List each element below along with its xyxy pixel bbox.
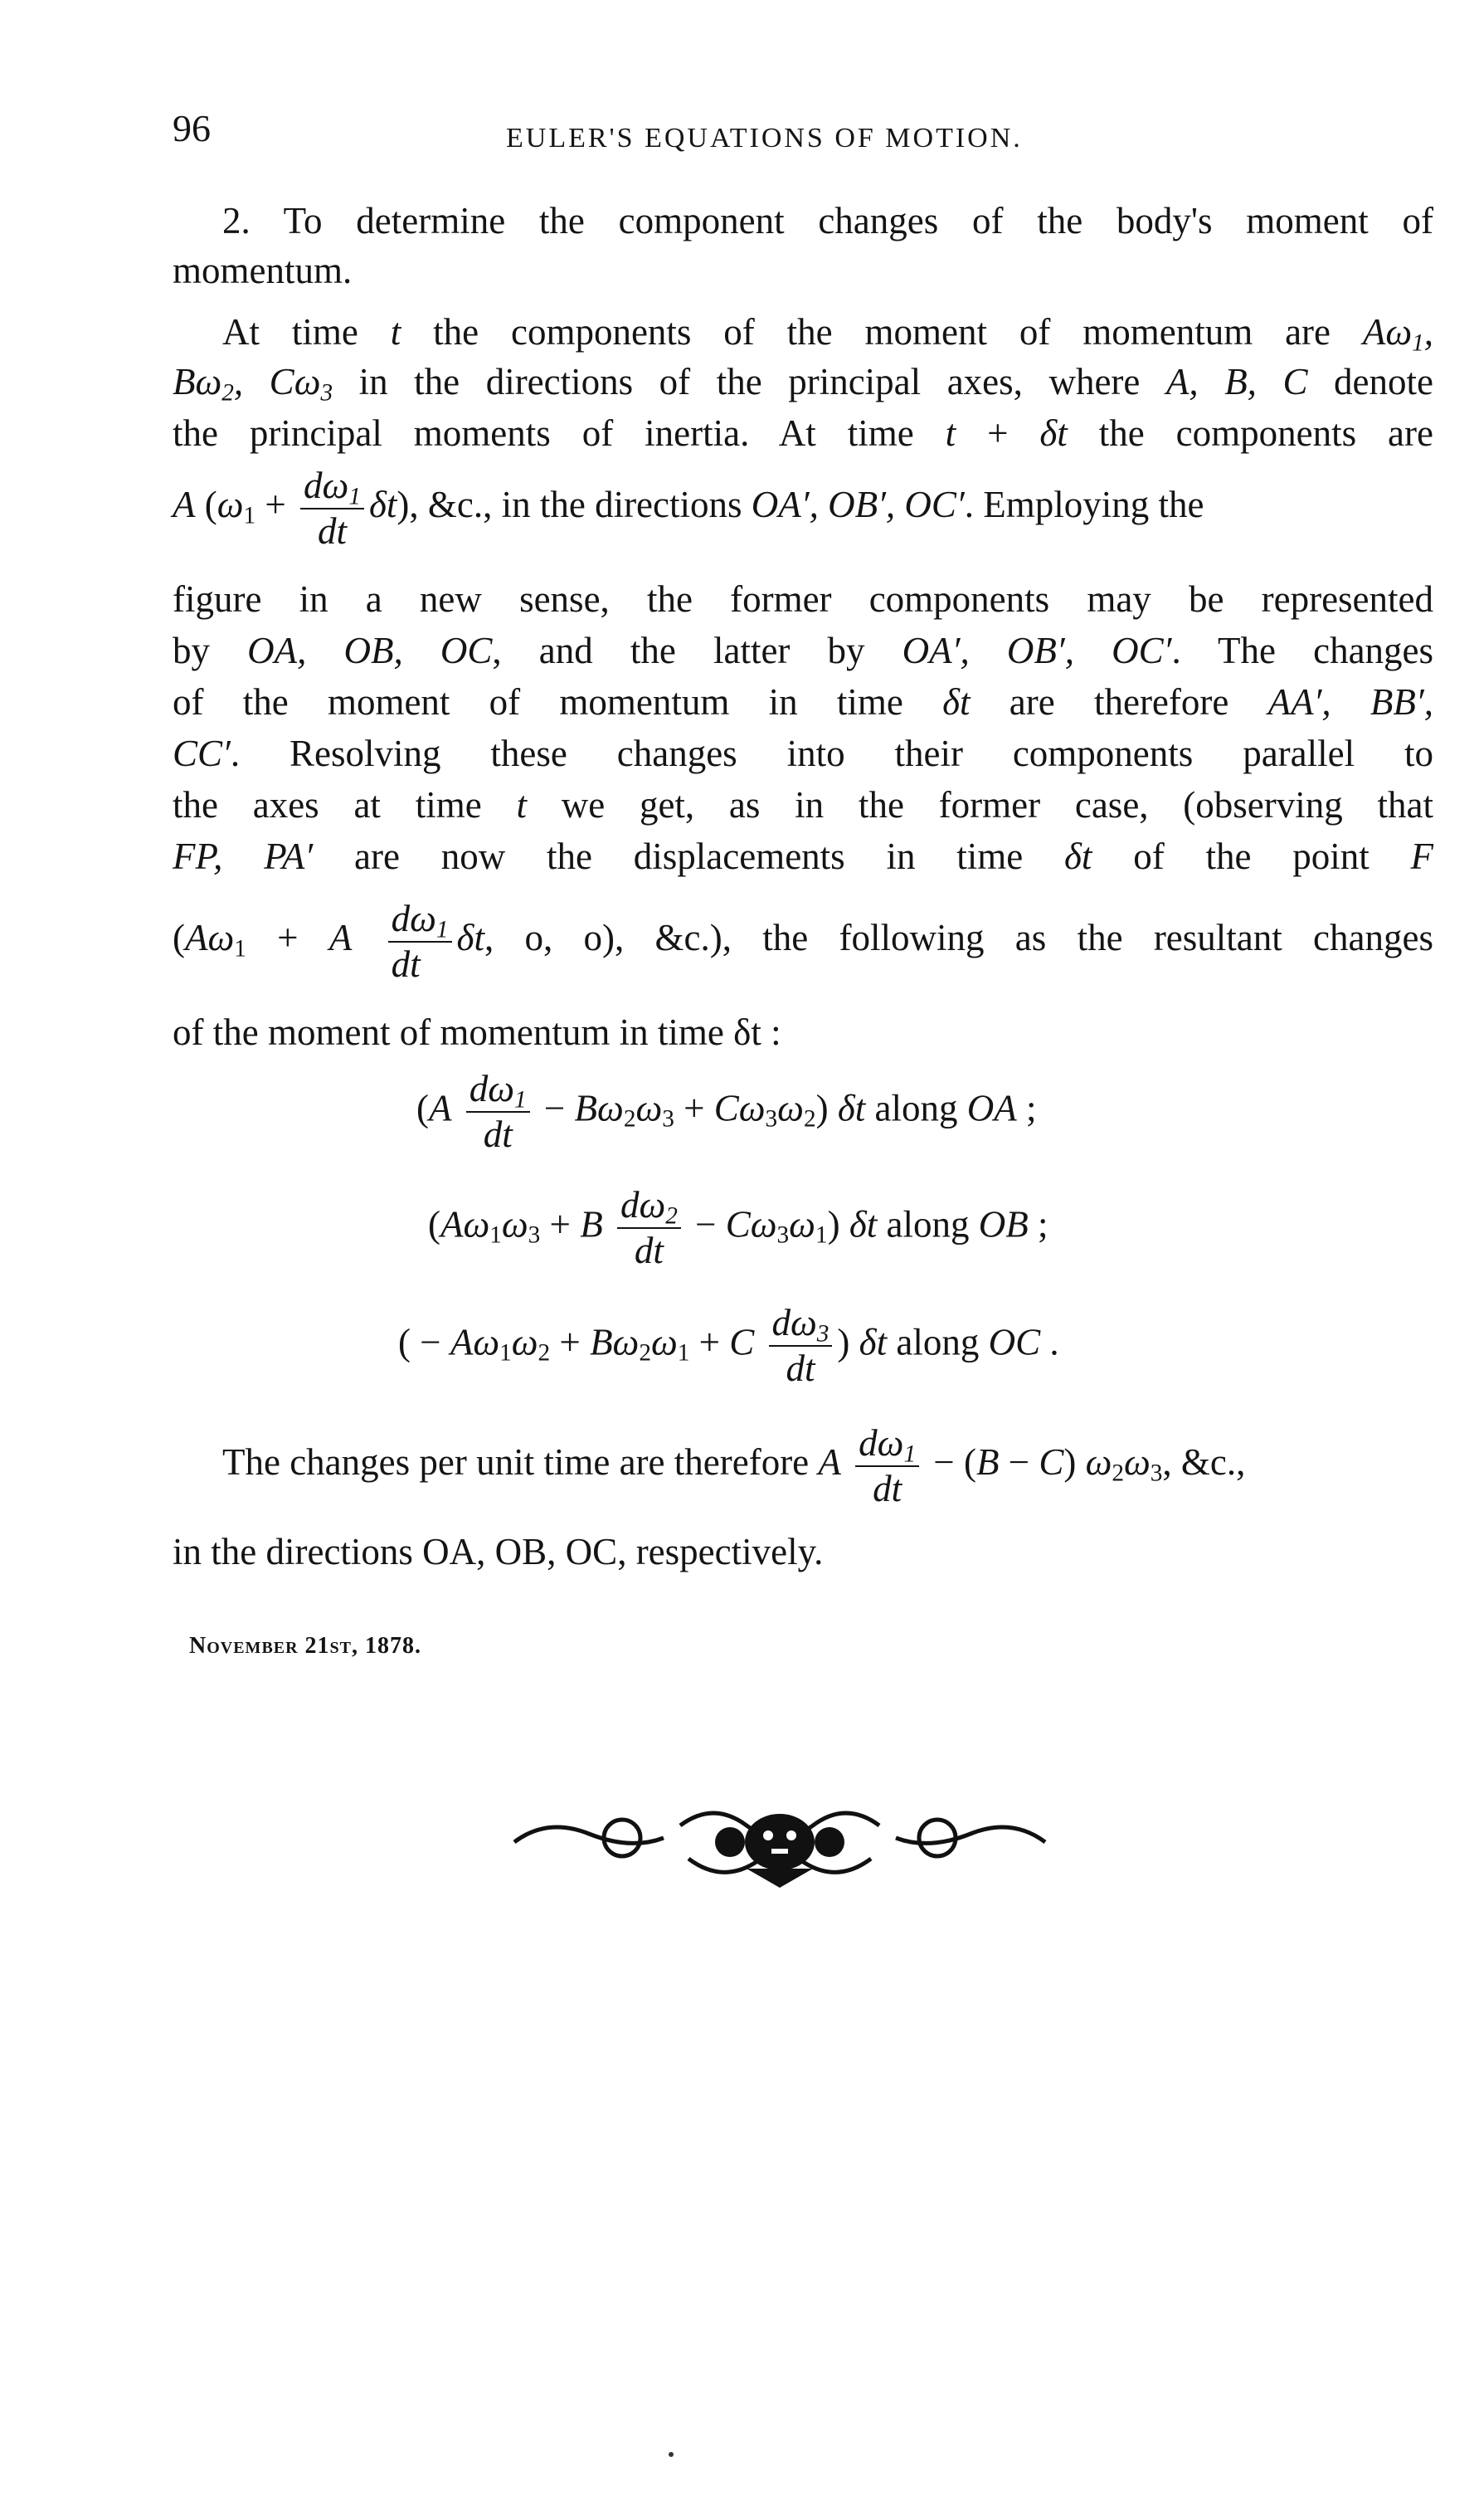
equation-oa: (A $\frac{d\omega_1}{dt}$ − $B\omega_2\omega_3 + C\omega_3\omega_2$) δt along OA ; [416, 1068, 1037, 1155]
equation-ob: ($A\omega_1\omega_3 + B$ $\frac{d\omega_2}{dt}$ − $C\omega_3\omega_1$) δt along OB ; [428, 1184, 1048, 1271]
paragraph-line: in the directions OA, OB, OC, respectively. [173, 1531, 824, 1572]
paragraph-line: A ($\omega_1$ + $\frac{d\omega_1}{dt}$ δt), &c., in the directions OA′, OB′, OC′. Employing the [173, 464, 1204, 552]
ornament-icon [498, 1792, 1062, 1892]
paragraph-line: CC′. Resolving these changes into their components parallel to [173, 733, 1433, 774]
paragraph-line: 2. To determine the component changes of the body's moment of [222, 200, 1433, 241]
page-number: 96 [173, 107, 211, 149]
stray-mark [669, 2452, 674, 2457]
paragraph-line: of the moment of momentum in time δt are therefore AA′, BB′, [173, 681, 1433, 723]
date-line: November 21st, 1878. [189, 1633, 422, 1659]
paragraph-line: by OA, OB, OC, and the latter by OA′, OB′, OC′. The changes [173, 630, 1434, 671]
paragraph-line: the principal moments of inertia. At time t + δt the components are [173, 412, 1433, 454]
paragraph-line: $B\omega_2$, $C\omega_3$ in the directions of the principal axes, where A, B, C denote [173, 361, 1433, 407]
paragraph-line: figure in a new sense, the former components may be represented [173, 578, 1433, 620]
paragraph-line: the axes at time t we get, as in the former case, (observing that [173, 784, 1433, 826]
paragraph-line: FP, PA′ are now the displacements in time δt of the point F [173, 836, 1433, 877]
running-title: EULER'S EQUATIONS OF MOTION. [506, 123, 1023, 154]
paragraph-line: of the moment of momentum in time δt : [173, 1011, 781, 1053]
equation-oc: ( − $A\omega_1\omega_2 + B\omega_2\omega_1 + C$ $\frac{d\omega_3}{dt}$ ) δt along OC . [398, 1302, 1059, 1389]
paragraph-line: momentum. [173, 250, 353, 291]
paragraph-line: The changes per unit time are therefore A $\frac{d\omega_1}{dt}$ − (B − C) $\omega_2\omega_3$, &c., [222, 1421, 1246, 1509]
paragraph-line: ($A\omega_1 + A$ $\frac{d\omega_1}{dt}$ δt, o, o), &c.), the following as the resultant changes [173, 897, 1433, 985]
fraction: $\frac{d\omega_1}{dt}$ [300, 467, 364, 550]
fraction: $\frac{d\omega_1}{dt}$ [388, 900, 452, 983]
paragraph-line: At time t the components of the moment of momentum are $A\omega_1$, [222, 311, 1434, 357]
